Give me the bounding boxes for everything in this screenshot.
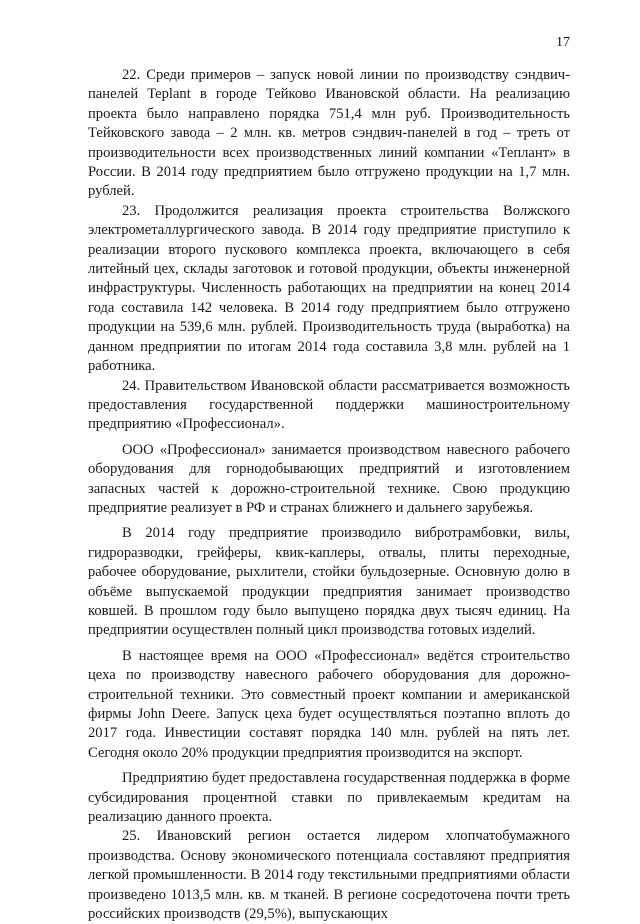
page-number: 17 bbox=[556, 35, 570, 50]
paragraph-25: 25. Ивановский регион остается лидером хлопчатобумажного производства. Основу экономического потенциала составляют предприятия легкой промышленности. В 2014 году текстильными предприятиями области произведено 1013,5 млн. кв. м тканей. В регионе сосредоточена почти треть российских производств (29,5%), выпускающих bbox=[88, 828, 570, 923]
paragraph-22: 22. Среди примеров – запуск новой линии по производству сэндвич-панелей Teplant в городе Тейково Ивановской области. На реализацию проекта было направлено порядка 751,4 млн руб. Производительность Тейковского завода – 2 млн. кв. метров сэндвич-панелей в год – треть от производительности всех производственных линий компании «Теплант» в России. В 2014 году предприятием было отгружено продукции на 1,7 млн. рублей. bbox=[88, 67, 570, 200]
paragraph-products-2014: В 2014 году предприятие производило вибротрамбовки, вилы, гидроразводки, грейферы, квик-каплеры, отвалы, плиты переходные, рабочее оборудование, рыхлители, стойки бульдозерные. Основную долю в объёме выпускаемой продукции предприятия занимает производство ковшей. В прошлом году было выпущено порядка двух тысяч единиц. На предприятии осуществлен полный цикл производства готовых изделий. bbox=[88, 525, 570, 639]
paragraph-professional-intro: ООО «Профессионал» занимается производством навесного рабочего оборудования для горнодобывающих предприятий и изготовлением запасных частей к дорожно-строительной технике. Свою продукцию предприятие реализует в РФ и странах ближнего и дальнего зарубежья. bbox=[88, 441, 570, 516]
paragraph-state-support: Предприятию будет предоставлена государственная поддержка в форме субсидирования процентной ставки по привлекаемым кредитам на реализацию данного проекта. bbox=[88, 770, 570, 826]
paragraph-john-deere-project: В настоящее время на ООО «Профессионал» ведётся строительство цеха по производству навесного рабочего оборудования для дорожно-строительной техники. Это совместный проект компании и американской фирмы John Deere. Запуск цеха будет осуществляться поэтапно вплоть до 2017 года. Инвестиции составят порядка 140 млн. рублей на пять лет. Сегодня около 20% продукции предприятия производится на экспорт. bbox=[88, 647, 570, 761]
paragraph-24: 24. Правительством Ивановской области рассматривается возможность предоставления государственной поддержки машиностроительному предприятию «Профессионал». bbox=[88, 377, 570, 433]
document-body bbox=[88, 66, 570, 924]
paragraph-23: 23. Продолжится реализация проекта строительства Волжского электрометаллургического завода. В 2014 году предприятие приступило к реализации второго пускового комплекса проекта, включающего в себя литейный цех, склады заготовок и готовой продукции, объекты инженерной инфраструктуры. Численность работающих на предприятии на конец 2014 года составила 142 человека. В 2014 году предприятием было отгружено продукции на 539,6 млн. рублей. Производительность труда (выработка) на данном предприятии по итогам 2014 года составила 3,8 млн. рублей на 1 работника. bbox=[88, 202, 570, 375]
